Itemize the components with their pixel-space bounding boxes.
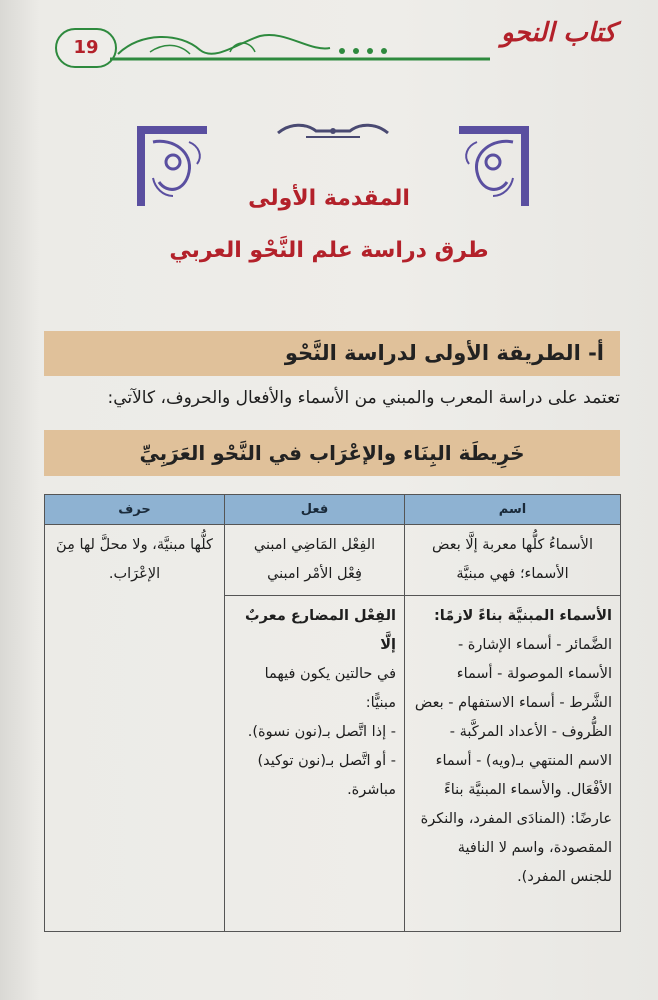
cell-ism-row2 — [405, 596, 621, 932]
fil-present-line2: - إذا اتَّصل بـ(نون نسوة). — [247, 724, 396, 740]
table-header-row — [45, 495, 621, 525]
fil-imperative-text: فِعْل الأمْر امبني — [267, 566, 362, 582]
header-vine-ornament — [110, 22, 490, 68]
section-heading: أ- الطريقة الأولى لدراسة النَّحْو — [44, 331, 620, 376]
main-title: المقدمة الأولى — [248, 186, 410, 211]
fil-present-line3: - أو اتَّصل بـ(نون توكيد) — [257, 753, 396, 769]
book-title: كتاب النحو — [501, 18, 616, 48]
fil-present-line4: مباشرة. — [347, 782, 396, 798]
table-row — [45, 525, 621, 596]
intro-paragraph: تعتمد على دراسة المعرب والمبني من الأسماء والأفعال والحروف، كالآتي: — [107, 388, 620, 408]
subtitle: طرق دراسة علم النَّحْو العربي — [169, 238, 489, 263]
header-harf: حرف — [45, 495, 225, 525]
grammar-table — [44, 494, 621, 932]
cell-fil-row2 — [225, 596, 405, 932]
cell-fil-row1 — [225, 525, 405, 596]
cell-harf-row1: كلُّها مبنيَّة، ولا محلَّ لها مِنَ الإعْرَاب. — [45, 525, 225, 932]
header-fil: فعل — [225, 495, 405, 525]
ism-built-heading: الأسماء المبنيَّة بناءً لازمًا: — [433, 608, 612, 624]
page-number: 19 — [55, 28, 117, 68]
fil-past-text: الفِعْل المَاضِي امبني — [253, 537, 376, 553]
ism-built-body: الضَّمائر - أسماء الإشارة - الأسماء الموصولة - أسماء الشَّرط - أسماء الاستفهام - بعض الظُّروف - الأعداد المركَّبة - الاسم المنتهي بـ(ويه) - أسماء الأفْعَال. والأسماء المبنيَّة بناءً عارضًا: (المنادَى المفرد، والنكرة المقصودة، واسم لا النافية للجنس المفرد). — [414, 637, 612, 885]
fil-present-line1: في حالتين يكون فيهما مبنيًّا: — [264, 666, 396, 711]
cell-ism-row1: الأسماءُ كلُّها معربة إلَّا بعض الأسماء؛ فهي مبنيَّة — [405, 525, 621, 596]
map-title: خَرِيطَة البِنَاء والإعْرَاب في النَّحْو العَرَبِيِّ — [44, 430, 620, 476]
center-scroll-ornament-icon — [276, 121, 390, 143]
fil-present-heading: الفِعْل المضارع معربٌ إلَّا — [245, 608, 396, 653]
header-ism: اسم — [405, 495, 621, 525]
